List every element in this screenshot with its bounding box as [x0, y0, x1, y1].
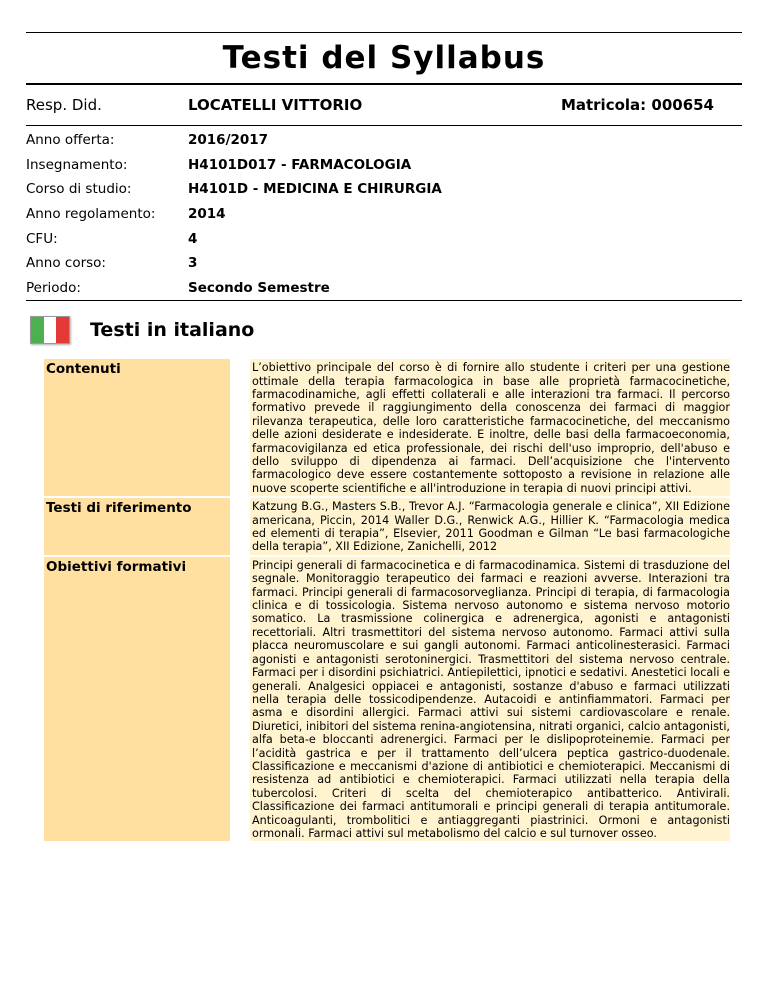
resp-rule — [26, 125, 742, 126]
section-label: Contenuti — [44, 359, 230, 496]
section-header — [30, 301, 742, 359]
info-label: Anno regolamento: — [26, 206, 156, 223]
info-row — [26, 177, 742, 202]
flag-red — [56, 317, 69, 343]
info-value: 4 — [188, 230, 198, 247]
info-value: 3 — [188, 255, 198, 272]
section-row — [44, 498, 730, 557]
info-value: 2016/2017 — [188, 132, 269, 149]
resp-label: Resp. Did. — [26, 96, 102, 114]
info-value: Secondo Semestre — [188, 279, 330, 296]
info-label: Corso di studio: — [26, 181, 132, 198]
section-text: Katzung B.G., Masters S.B., Trevor A.J. “Farmacologia generale e clinica”, XII Edizione americana, Piccin, 2014 Waller D.G., Renwick A.G., Hillier K. “Farmacologia medica ed elementi di terapia”, Elsevier, 2011 Goodman e Gilman “Le basi farmacologiche della terapia”, XII Edizione, Zanichelli, 2012 — [252, 500, 730, 554]
syllabus-sections — [44, 359, 730, 843]
section-row — [44, 359, 730, 498]
flag-white — [44, 317, 57, 343]
italian-flag-icon — [30, 316, 70, 344]
section-row — [44, 557, 730, 844]
info-label: Anno offerta: — [26, 132, 115, 149]
info-table — [26, 128, 742, 300]
info-label: Anno corso: — [26, 255, 106, 272]
resp-name: LOCATELLI VITTORIO — [188, 96, 363, 114]
info-row — [26, 276, 742, 301]
info-row — [26, 226, 742, 251]
section-text: L’obiettivo principale del corso è di fornire allo studente i criteri per una gestione ottimale della terapia farmacologica in base alle proprietà farmacocinetiche, farmacodinamiche, agli effetti collaterali e alle interazioni tra farmaci. Il percorso formativo prevede il raggiungimento della conoscenza dei farmaci di maggior rilevanza terapeutica, delle loro caratteristiche farmacocinetiche, del meccanismo delle azioni desiderate e indesiderate. E inoltre, delle basi della farmacoeconomia, farmacovigilanza ed etica professionale, dei rischi dell'uso improprio, dell'abuso e dello sviluppo di dipendenza ai farmaci. Dell’acquisizione che l'intervento farmacologico deve essere costantemente sottoposto a revisione in relazione alle nuove scoperte scientifiche e all'introduzione in terapia di nuovi principi attivi. — [252, 361, 730, 495]
section-label: Testi di riferimento — [44, 498, 230, 555]
page-title: Testi del Syllabus — [222, 40, 546, 76]
info-value: H4101D - MEDICINA E CHIRURGIA — [188, 181, 442, 198]
matricola: Matricola: 000654 — [560, 96, 714, 114]
flag-green — [31, 317, 44, 343]
section-text: Principi generali di farmacocinetica e di farmacodinamica. Sistemi di trasduzione del segnale. Monitoraggio terapeutico dei farmaci e reazioni avverse. Interazioni tra farmaci. Principi generali di farmacosorveglianza. Principi di terapia, di farmacologia clinica e di tossicologia. Sistema nervoso autonomo e sistema nervoso motorio somatico. La trasmissione colinergica e adrenergica, agonisti e antagonisti recettoriali. Altri trasmettitori del sistema nervoso autonomo. Farmaci attivi sulla placca neuromuscolare e sui gangli autonomi. Farmaci anticolinesterasici. Farmaci agonisti e antagonisti serotoninergici. Trasmettitori del sistema nervoso centrale. Farmaci per i disordini psichiatrici. Antiepilettici, ipnotici e sedativi. Anestetici locali e generali. Analgesici oppiacei e antagonisti, sostanze d'abuso e farmaci utilizzati nella terapia delle tossicodipendenze. Autacoidi e antinfiammatori. Farmaci per asma e disordini allergici. Farmaci attivi sui sistemi cardiovascolare e renale. Diuretici, inibitori del sistema renina-angiotensina, nitrati organici, calcio antagonisti, alfa beta-e bloccanti adrenergici. Farmaci per le dislipoproteinemie. Farmaci per l’acidità gastrica e per il trattamento dell’ulcera peptica gastrico-duodenale. Classificazione e meccanismi d'azione di antibiotici e chemioterapici. Meccanismi di resistenza ad antibiotici e chemioterapici. Farmaci utilizzati nella terapia della tubercolosi. Criteri di scelta del chemioterapico antibatterico. Antivirali. Classificazione dei farmaci antitumorali e principi generali di terapia antitumorale. Anticoagulanti, trombolitici e antiaggreganti piastrinici. Ormoni e antagonisti ormonali. Farmaci attivi sul metabolismo del calcio e sul turnover osseo. — [252, 558, 730, 840]
section-label: Obiettivi formativi — [44, 557, 230, 842]
info-row — [26, 251, 742, 276]
info-label: Periodo: — [26, 279, 81, 296]
info-value: H4101D017 - FARMACOLOGIA — [188, 156, 412, 173]
info-label: Insegnamento: — [26, 156, 128, 173]
info-value: 2014 — [188, 206, 226, 223]
info-label: CFU: — [26, 230, 58, 247]
info-row — [26, 153, 742, 178]
resp-row — [26, 85, 742, 125]
info-row — [26, 128, 742, 153]
section-title: Testi in italiano — [90, 319, 255, 342]
syllabus-page — [26, 0, 742, 843]
info-row — [26, 202, 742, 227]
